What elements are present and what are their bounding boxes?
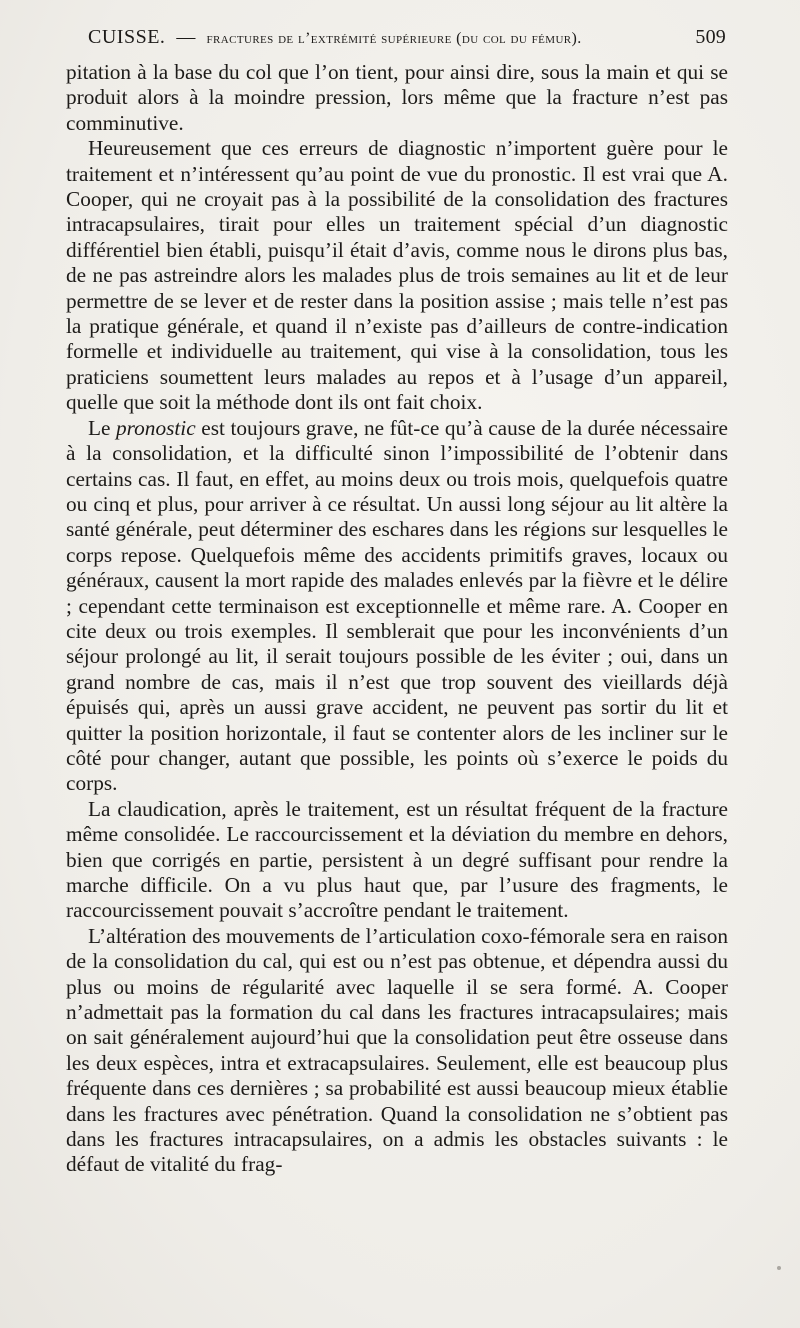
paragraph-alteration: L’altération des mouvements de l’articulation coxo-fémorale sera en raison de la consolidation du cal, qui est ou n’est pas obtenue, et dépendra aussi du plus ou moins de régularité avec laquelle il se sera formé. A. Cooper n’admettait pas la formation du cal dans les fractures intracapsulaires; mais on sait généralement aujourd’hui que la consolidation peut être osseuse dans les deux espèces, intra et extracapsulaires. Seulement, elle est beaucoup plus fréquente dans ces dernières ; sa probabilité est aussi beaucoup mieux établie dans les fractures avec pénétration. Quand la consolidation ne s’obtient pas dans les fractures intracapsulaires, on a admis les obstacles suivants : le défaut de vitalité du frag- — [66, 923, 728, 1177]
section-name: CUISSE. — [88, 26, 166, 48]
paper-speck — [777, 1266, 781, 1270]
paragraph-diagnostic: Heureusement que ces erreurs de diagnostic n’importent guère pour le traitement et n’intéressent qu’au point de vue du pronostic. Il est vrai que A. Cooper, qui ne croyait pas à la possibilité de la consolidation des fractures intracapsulaires, tirait pour elles un traitement spécial d’un diagnostic différentiel bien établi, puisqu’il était d’avis, comme nous le dirons plus bas, de ne pas astreindre alors les malades plus de trois semaines au lit et de leur permettre de se lever et de rester dans la position assise ; mais telle n’est pas la pratique générale, et quand il n’existe pas d’ailleurs de contre-indication formelle et individuelle au traitement, qui vise à la consolidation, tous les praticiens soumettent leurs malades au repos et à l’usage d’un appareil, quelle que soit la méthode dont ils ont fait choix. — [66, 136, 728, 415]
head-separator: — — [176, 27, 196, 48]
paragraph-continuation: pitation à la base du col que l’on tient, pour ainsi dire, sous la main et qui se produit alors à la moindre pression, lors même que la fracture n’est pas comminutive. — [66, 60, 728, 135]
page-text-block — [66, 26, 728, 1178]
paragraph-claudication: La claudication, après le traitement, est un résultat fréquent de la fracture même consolidée. Le raccourcissement et la déviation du membre en dehors, bien que corrigés en partie, persistent à un degré suffisant pour rendre la marche difficile. On a vu plus haut que, par l’usure des fragments, le raccourcissement pouvait s’accroître pendant le traitement. — [66, 796, 728, 923]
chapter-subject: fractures de l’extrémité supérieure (du col du fémur). — [206, 30, 582, 47]
running-head-title — [66, 26, 695, 49]
page-number: 509 — [695, 26, 726, 48]
running-head — [66, 26, 728, 60]
paragraph-body: est toujours grave, ne fût-ce qu’à cause de la durée nécessaire à la consolidation, et la difficulté sinon l’impossibilité de l’obtenir dans certains cas. Il faut, en effet, au moins deux ou trois mois, quelquefois quatre ou cinq et plus, pour arriver à ce résultat. Un aussi long séjour au lit altère la santé générale, peut déterminer des eschares dans les régions sur lesquelles le corps repose. Quelquefois même des accidents primitifs graves, locaux ou généraux, causent la mort rapide des malades enlevés par la fièvre et le délire ; cependant cette terminaison est exceptionnelle et même rare. A. Cooper en cite deux ou trois exemples. Il semblerait que pour les inconvénients d’un séjour prolongé au lit, il serait toujours possible de les éviter ; oui, dans un grand nombre de cas, mais il n’est que trop souvent des vieillards déjà épuisés qui, après un aussi grave accident, ne peuvent pas sortir du lit et quitter la position horizontale, il faut se contenter alors de les incliner sur le côté pour changer, autant que possible, les points où s’exerce le poids du corps. — [66, 415, 728, 796]
italic-term: pronostic — [116, 415, 196, 440]
paragraph-pronostic — [66, 416, 728, 797]
body-text — [66, 60, 728, 1178]
paragraph-lead: Le — [88, 415, 117, 440]
